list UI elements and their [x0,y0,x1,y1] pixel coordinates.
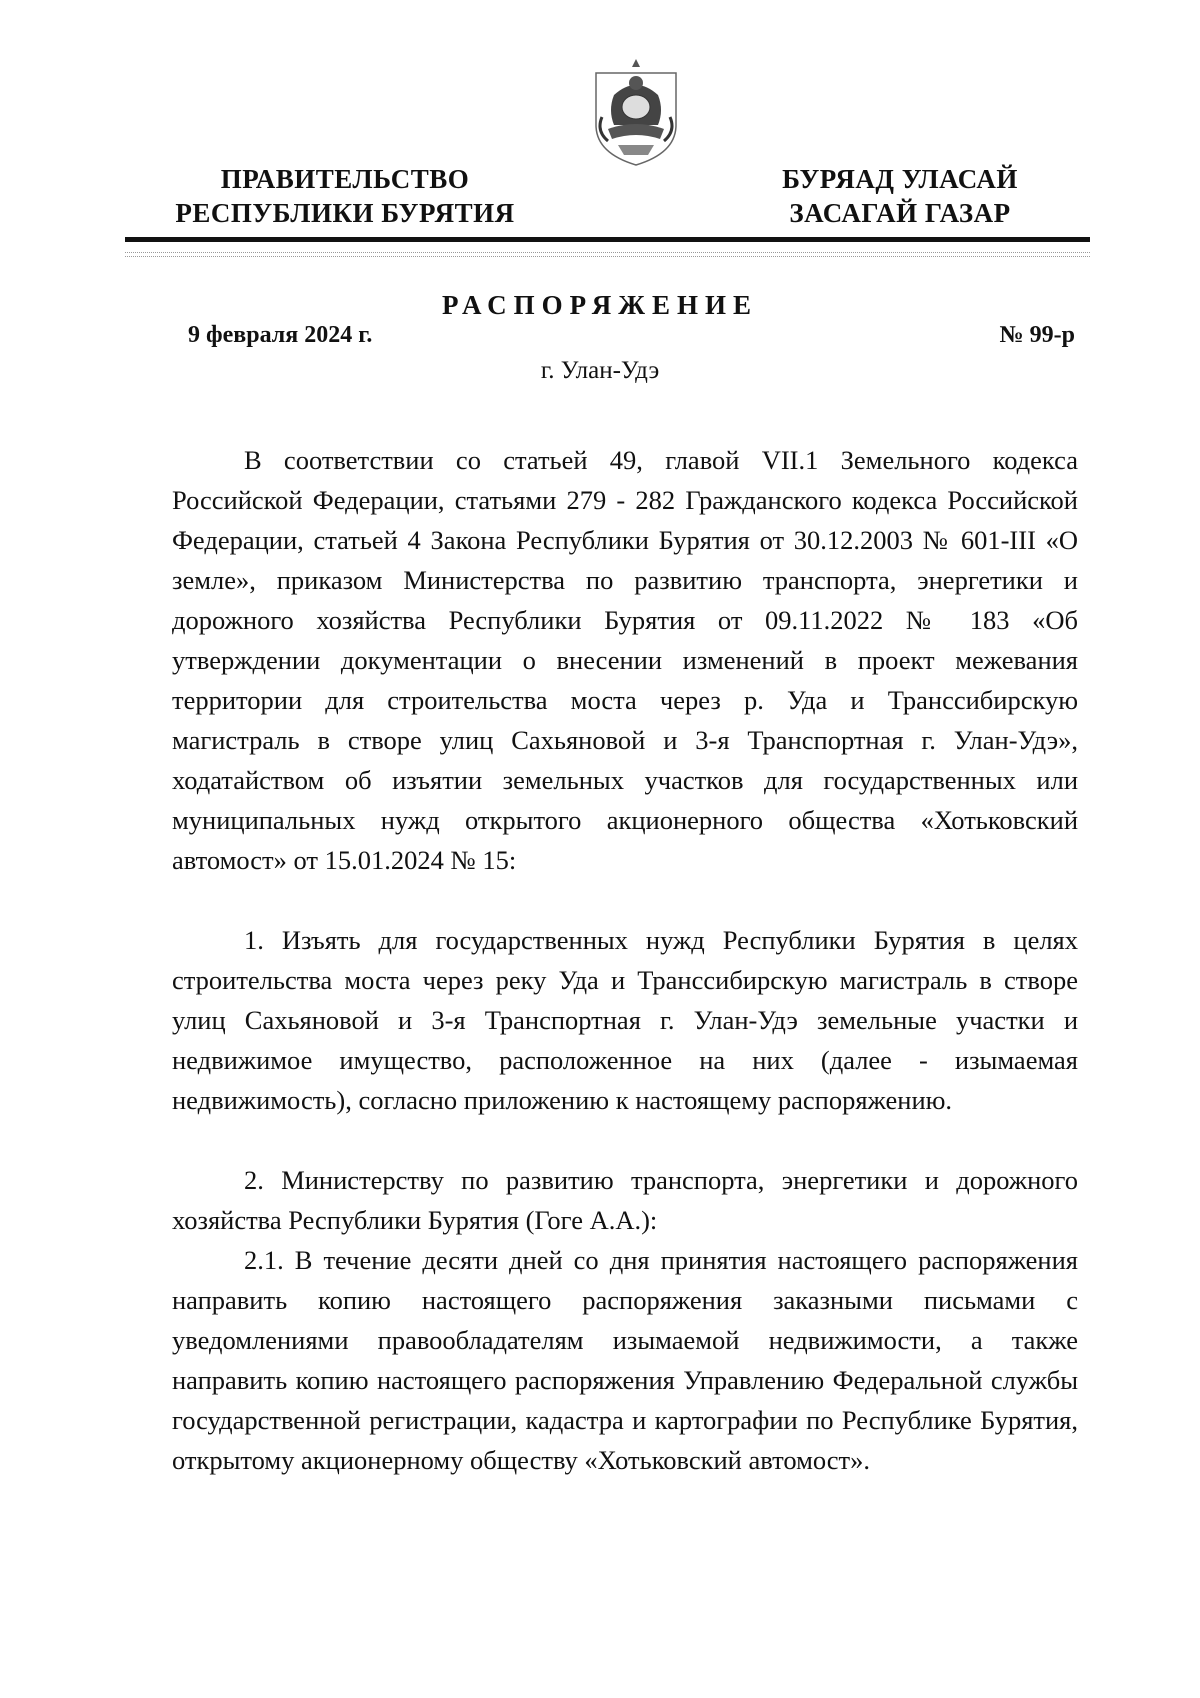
clause-2-1-paragraph: 2.1. В течение десяти дней со дня принятия настоящего распоряжения направить копию настоящего распоряжения заказными письмами с уведомлениями правообладателям изымаемой недвижимости, а также направить копию настоящего распоряжения Управлению Федеральной службы государственной регистрации, кадастра и картографии по Республике Бурятия, открытому акционерному обществу «Хотьковский автомост». [172,1245,1078,1475]
document-number: № 99-р [999,322,1075,348]
government-name-russian [155,162,535,230]
government-name-buryat [735,162,1065,230]
government-name-buryat-line2: ЗАСАГАЙ ГАЗАР [789,198,1011,228]
document-date: 9 февраля 2024 г. [188,322,373,348]
document-title: РАСПОРЯЖЕНИЕ [441,290,759,320]
government-name-line1: ПРАВИТЕЛЬСТВО [220,164,470,194]
government-name-line2: РЕСПУБЛИКИ БУРЯТИЯ [175,198,515,228]
document-city: г. Улан-Удэ [540,357,660,384]
header-divider-thin [125,252,1090,257]
header-divider-thick [125,237,1090,242]
clause-2-paragraph: 2. Министерству по развитию транспорта, энергетики и дорожного хозяйства Республики Бурятия (Гоге А.А.): [172,1165,1078,1235]
coat-of-arms-icon [588,55,684,169]
preamble-paragraph: В соответствии со статьей 49, главой VII.1 Земельного кодекса Российской Федерации, статьями 279 - 282 Гражданского кодекса Российской Федерации, статьей 4 Закона Республики Бурятия от 30.12.2003 № 601-III «О земле», приказом Министерства по развитию транспорта, энергетики и дорожного хозяйства Республики Бурятия от 09.11.2022 № 183 «Об утверждении документации о внесении изменений в проект межевания территории для строительства моста через р. Уда и Транссибирскую магистраль в створе улиц Сахьяновой и 3-я Транспортная г. Улан-Удэ», ходатайством об изъятии земельных участков для государственных или муниципальных нужд открытого акционерного общества «Хотьковский автомост» от 15.01.2024 № 15: [172,445,1078,875]
clause-1-paragraph: 1. Изъять для государственных нужд Республики Бурятия в целях строительства моста через реку Уда и Транссибирскую магистраль в створе улиц Сахьяновой и 3-я Транспортная г. Улан-Удэ земельные участки и недвижимое имущество, расположенное на них (далее - изымаемая недвижимость), согласно приложению к настоящему распоряжению. [172,925,1078,1115]
document-body [172,440,1078,1480]
government-name-buryat-line1: БУРЯАД УЛАСАЙ [782,164,1018,194]
